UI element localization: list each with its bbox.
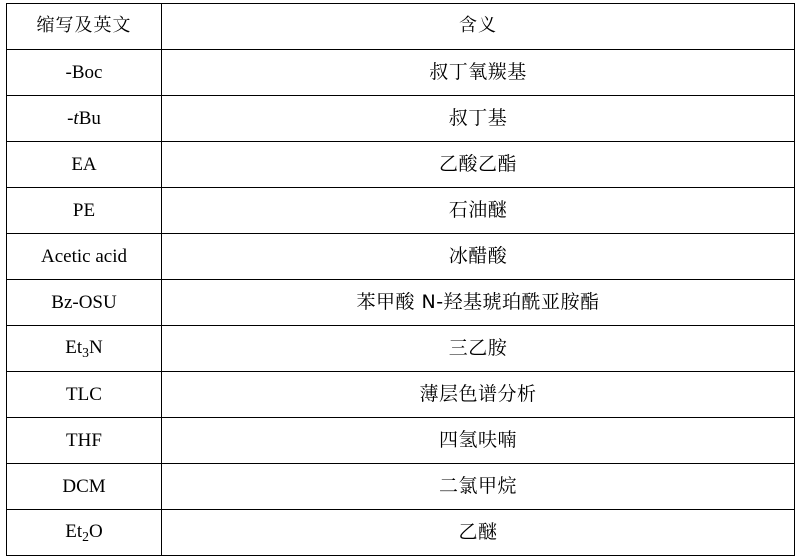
table-header-row <box>7 4 795 50</box>
table-row <box>7 142 795 188</box>
table-row <box>7 96 795 142</box>
abbreviation-cell: PE <box>7 188 162 234</box>
meaning-cell: 四氢呋喃 <box>162 418 795 464</box>
abbreviation-cell: Bz-OSU <box>7 280 162 326</box>
abbreviation-cell: TLC <box>7 372 162 418</box>
abbreviation-cell: EA <box>7 142 162 188</box>
subscript-2: 2 <box>82 528 89 544</box>
table-row <box>7 280 795 326</box>
abbreviation-table <box>6 3 795 556</box>
abbreviation-cell: -tBu <box>7 96 162 142</box>
meaning-cell: 石油醚 <box>162 188 795 234</box>
table-row <box>7 50 795 96</box>
abbreviation-italic-part: t <box>73 107 79 129</box>
abbreviation-cell: DCM <box>7 464 162 510</box>
table-row <box>7 234 795 280</box>
meaning-cell: 乙醚 <box>162 510 795 556</box>
meaning-cell: 三乙胺 <box>162 326 795 372</box>
table-row <box>7 326 795 372</box>
meaning-cell: 叔丁氧羰基 <box>162 50 795 96</box>
table-row <box>7 510 795 556</box>
subscript-3: 3 <box>82 344 89 360</box>
meaning-cell: 冰醋酸 <box>162 234 795 280</box>
table-row <box>7 464 795 510</box>
abbreviation-cell: $Et_3N$ <box>7 326 162 372</box>
meaning-cell: 薄层色谱分析 <box>162 372 795 418</box>
abbreviation-cell: THF <box>7 418 162 464</box>
column-header-abbreviation: 缩写及英文 <box>7 4 162 50</box>
abbreviation-cell: $Et_2O$ <box>7 510 162 556</box>
meaning-cell: 二氯甲烷 <box>162 464 795 510</box>
abbreviation-cell: -Boc <box>7 50 162 96</box>
document-page <box>0 3 800 547</box>
table-row <box>7 188 795 234</box>
meaning-cell: 叔丁基 <box>162 96 795 142</box>
meaning-cell: 乙酸乙酯 <box>162 142 795 188</box>
meaning-cell: 苯甲酸 N-羟基琥珀酰亚胺酯 <box>162 280 795 326</box>
abbreviation-cell: Acetic acid <box>7 234 162 280</box>
column-header-meaning: 含义 <box>162 4 795 50</box>
table-row <box>7 418 795 464</box>
table-row <box>7 372 795 418</box>
